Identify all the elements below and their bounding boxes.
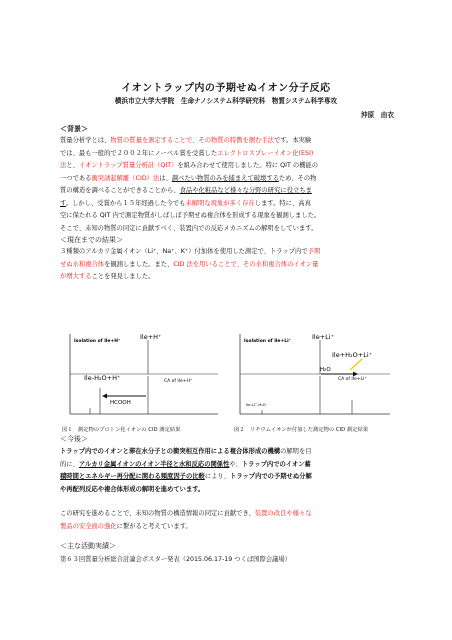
figure-1-arrowhead [102, 394, 107, 399]
text-segment: 積時間とエネルギー再分配に関わる頻度因子の比較 [60, 473, 205, 480]
activity-text: 第６３回質量分析総合討論会ポスター発表（2015.06.17-19 つくば国際会議場） [60, 556, 291, 563]
figure-1-isolation-label: Isolation of Ile+H⁺ [74, 339, 121, 344]
text-line [60, 173, 396, 186]
background-paragraph [60, 135, 396, 235]
text-segment: します。特に、高真 [254, 199, 311, 207]
text-segment: です。本実験 [273, 137, 312, 144]
figure-1-loss-label: HCOOH [110, 400, 131, 406]
text-segment: や再配列反応や複合体形成の解明を進めています。 [60, 485, 205, 493]
text-segment: 物質の質量を測定することで、その物質の特徴を掴む手法 [110, 137, 274, 144]
text-line [60, 508, 396, 521]
text-segment: せぬ水和複合体 [60, 260, 105, 268]
text-line [60, 246, 396, 259]
text-line [60, 135, 396, 148]
future-paragraph-2 [60, 508, 396, 533]
text-segment: では、最も一般的で２００２年にノーベル賞を受賞した [60, 149, 218, 157]
text-segment: を観測しました。また、 [104, 260, 174, 268]
text-segment: 衝突誘起解離（CID）法 [91, 174, 160, 182]
text-segment: に繋がると考えています。 [116, 522, 192, 530]
text-segment: トラップ内での予期せぬ分解 [230, 473, 312, 480]
text-segment: 食品や化粧品など様々な分野の研究に役立ちま [179, 187, 312, 194]
text-segment: 一つである [60, 174, 92, 182]
results-header: ＜現在までの結果＞ [60, 236, 123, 244]
figure-1-peak-main-label: Ile+H⁺ [140, 333, 162, 341]
text-segment: と、 [66, 162, 79, 169]
figure-2-gain-label: H₂O [320, 367, 331, 373]
figure-2-cid-label: CA of Ile+Li⁺ [338, 377, 367, 382]
text-line [60, 223, 396, 236]
activity-header: ＜主な活動実績＞ [60, 542, 116, 550]
text-segment: 調べたい物質のみを捕まえて破壊する [171, 174, 279, 182]
text-segment: トラップ内でのイオンと滞在水分子との衝突相互作用による複合体形成の機構 [60, 448, 281, 455]
text-segment: 未解明な現象が多く存在 [185, 199, 255, 207]
text-segment: 。しかし、受賞から１５年経過した今でも [65, 199, 186, 207]
text-segment: 空に保たれる QIT 内で測定物質がしばしば予期せぬ複合体を形成する現象を観測しました。 [60, 212, 321, 219]
text-line [60, 210, 396, 223]
figure-1-cid-label: CA of Ile+H⁺ [164, 379, 193, 384]
text-segment: 質の構造を調べることができることから、 [60, 187, 180, 194]
text-line [60, 459, 396, 472]
text-segment: 法 [60, 162, 67, 169]
text-line [60, 484, 396, 497]
text-segment: この研究を進めることで、未知の物質の構造情報の同定に貢献でき、 [60, 510, 255, 517]
text-segment: 予期 [307, 248, 321, 255]
text-segment: トラップ内でのイオン蓄 [241, 460, 311, 468]
background-header: ＜背景＞ [60, 125, 88, 133]
future-header: ＜今後＞ [60, 435, 88, 443]
figure-2-peak-hydrated-label: Ile+H₂O+Li⁺ [332, 351, 373, 359]
figure-2-pointer [350, 359, 362, 370]
text-segment: す [60, 199, 66, 207]
text-segment: エレクトロスプレーイオン化(ESI) [217, 149, 314, 157]
text-segment: が増大する [60, 273, 92, 280]
figure-2-arrowhead [353, 372, 358, 377]
text-line [60, 471, 396, 484]
text-line [60, 271, 396, 284]
text-segment: により、 [204, 473, 231, 480]
figure-2-caption: 図２ リチウムイオンが付加した測定物の CID 測定結果 [234, 427, 369, 433]
results-paragraph [60, 246, 396, 284]
text-segment: CID 法を用いることで、その水和複合体のイオン量 [173, 260, 319, 268]
text-segment: 装置の改良や様々な [254, 510, 312, 517]
text-segment: や、 [229, 460, 242, 468]
text-line [60, 185, 396, 198]
text-segment: イオントラップ質量分析計（QIT） [78, 162, 178, 169]
affiliation: 横浜市立大学大学院 生命ナノシステム科学研究科 物質システム科学専攻 [114, 97, 338, 105]
text-segment: を組み合わせて使用しました。特に QIT の機能の [177, 162, 319, 169]
text-line [60, 446, 396, 459]
figure-2-spectrum [232, 330, 392, 422]
text-segment: ため、その物 [278, 174, 317, 182]
figure-2-peak-main-label: Ile+Li⁺ [312, 333, 335, 341]
figure-2-isolation-label: Isolation of Ile+Li⁺ [244, 339, 292, 344]
document-title: イオントラップ内の予期せぬイオン分子反応 [121, 83, 331, 94]
figure-1-peak-hydrated-label: Ile-H₂O+H⁺ [84, 374, 121, 382]
text-segment: 製品の安全面の強化 [60, 522, 117, 530]
figure-1-caption: 図１ 測定物のプロトン化イオンの CID 測定結果 [62, 427, 181, 433]
author-name: 沖原 由衣 [361, 111, 394, 119]
text-line [60, 521, 396, 534]
text-segment: ３種類のアルカリ金属イオン（Li⁺、Na⁺、K⁺）付加体を使用した測定で、トラップ内で [60, 248, 308, 255]
text-segment: ことを発見しました。 [91, 273, 155, 280]
text-segment: 質量分析学とは、 [60, 137, 111, 144]
activity-line [60, 554, 396, 567]
text-line [60, 259, 396, 272]
text-line [60, 160, 396, 173]
figure-2-minor-label: Ile-Li⁺-H₂O [246, 402, 266, 407]
figure-1-spectrum [60, 330, 220, 422]
text-segment: そこで、未知の物質の同定に貢献すべく、装置内での反応メカニズムの解明をしています。 [60, 224, 318, 232]
text-segment: アルカリ金属イオンのイオン半径と水和反応の関係性 [78, 460, 230, 468]
text-segment: の解明を目 [280, 448, 312, 455]
future-paragraph [60, 446, 396, 496]
text-line [60, 148, 396, 161]
text-segment: は、 [159, 174, 172, 182]
text-segment: 的に、 [60, 460, 79, 468]
text-line [60, 198, 396, 211]
